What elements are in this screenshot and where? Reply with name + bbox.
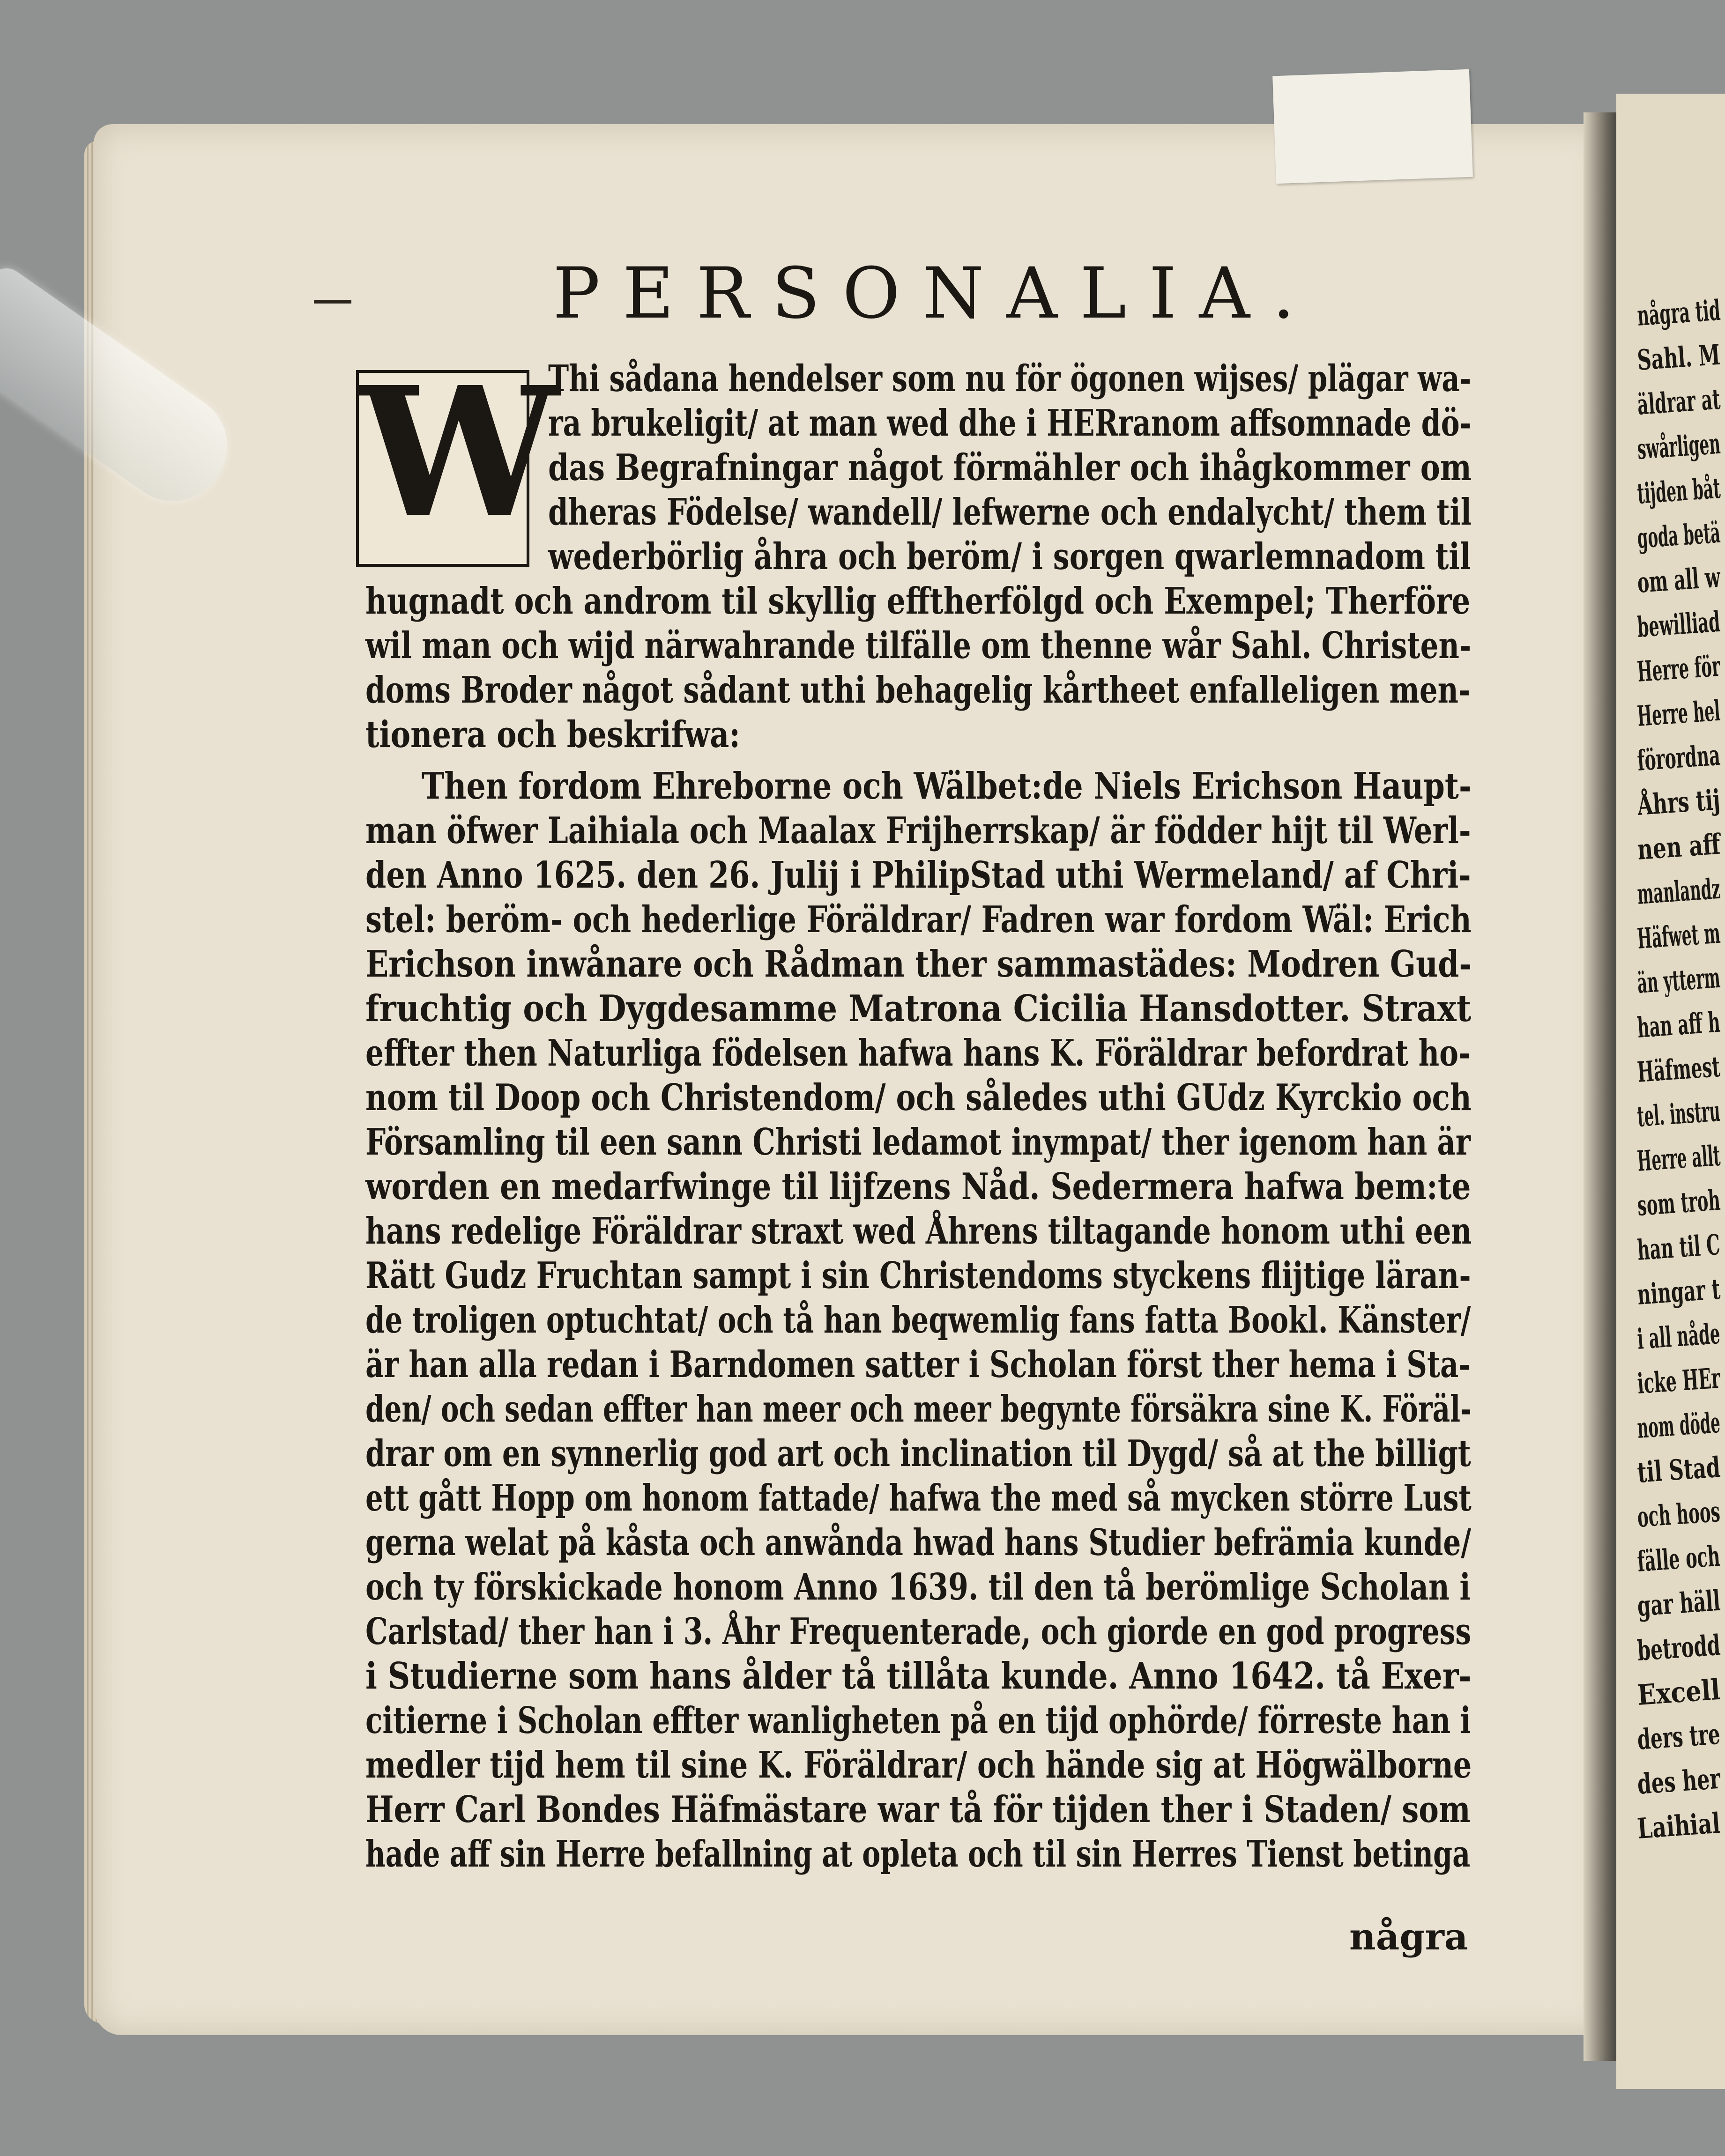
facing-page-line: äldrar at [1636,383,1722,422]
text-line: den Anno 1625. den 26. Julij i PhilipStad uthi Wermeland/ af Chri- [365,854,1471,896]
facing-page-line: han aff h [1636,1006,1721,1045]
title-dash [314,300,351,304]
facing-page-line: til Stad [1636,1451,1722,1489]
text-line: de troligen optuchtat/ och tå han beqwemlig fans fatta Bookl. Känster/ [365,1299,1471,1341]
text-line: wederbörlig åhra och beröm/ i sorgen qwarlemnadom til [548,535,1471,578]
facing-page-line: bewilliad [1636,605,1721,644]
catchword: några [1349,1916,1468,1958]
text-line: är han alla redan i Barndomen satter i Scholan först ther hema i Sta- [365,1343,1471,1386]
text-line: wil man och wijd närwahrande tilfälle om thenne wår Sahl. Christen- [365,624,1472,667]
text-line: i Studierne som hans ålder tå tillåta kunde. Anno 1642. tå Exer- [365,1655,1472,1697]
text-line: dheras Födelse/ wandell/ lefwerne och endalycht/ them til [548,491,1472,533]
text-line: Herr Carl Bondes Häfmästare war tå för tijden ther i Staden/ som [365,1788,1471,1831]
facing-page-line: han til C [1636,1228,1721,1267]
text-line: Församling til een sann Christi ledamot inympat/ ther igenom han är [365,1121,1471,1163]
text-line: hade aff sin Herre befallning at opleta och til sin Herres Tienst betinga [365,1833,1471,1875]
text-line: fruchtig och Dygdesamme Matrona Cicilia Hansdotter. Straxt [365,987,1472,1030]
facing-page-line: Laihial [1636,1807,1721,1845]
facing-page-line: Herre allt [1636,1139,1722,1178]
text-line: Then fordom Ehreborne och Wälbet:de Niels Erichson Haupt- [422,765,1472,808]
book-gutter [1584,112,1616,2061]
page-title: PERSONALIA. [553,253,1317,334]
facing-page-line: Åhrs tij [1636,783,1721,822]
facing-page-line: och hoos [1636,1495,1721,1534]
facing-page-line: Herre hel [1636,694,1721,733]
facing-page-line: om all w [1636,561,1722,600]
facing-page-line: betrodd [1636,1629,1722,1667]
facing-page-line: ders tre [1636,1718,1721,1756]
paper-bookmark-tab [1272,69,1473,184]
text-line: hugnadt och androm til skyllig efftherfölgd och Exempel; Therföre [365,580,1471,622]
facing-page-line: nen aff [1636,828,1722,867]
text-line: medler tijd hem til sine K. Föräldrar/ och hände sig at Högwälborne [365,1744,1472,1786]
text-line: citierne i Scholan effter wanligheten på en tijd ophörde/ förreste han i [365,1699,1471,1742]
text-line: doms Broder något sådant uthi behagelig kårtheet enfalleligen men- [365,669,1471,711]
text-line: den/ och sedan effter han meer och meer begynte försäkra sine K. Föräl- [365,1388,1472,1430]
text-line: stel: beröm- och hederlige Föräldrar/ Fadren war fordom Wäl: Erich [365,898,1472,941]
text-line: Carlstad/ ther han i 3. Åhr Frequenterade, och giorde en god progress [365,1610,1472,1653]
text-line: tionera och beskrifwa: [365,713,740,756]
facing-page-line: gar häll [1636,1584,1722,1623]
facing-page-line: Herre för [1636,650,1721,689]
facing-page-line: Excell [1636,1673,1721,1712]
text-line: Rätt Gudz Fruchtan sampt i sin Christendoms styckens flijtige läran- [365,1254,1471,1297]
text-line: Erichson inwånare och Rådman ther sammastädes: Modren Gud- [365,943,1472,985]
facing-page-line: Häfwet m [1636,917,1722,956]
facing-page-line: tijden båt [1636,472,1722,511]
facing-page-line: goda betä [1636,516,1722,555]
facing-page-line: tel. instru [1636,1095,1721,1134]
text-line: ra brukeligit/ at man wed dhe i HERranom affsomnade dö- [548,402,1472,445]
facing-page-line: som troh [1636,1184,1722,1222]
text-line: worden en medarfwinge til lijfzens Nåd. Sedermera hafwa bem:te [365,1165,1471,1208]
text-line: man öfwer Laihiala och Maalax Frijherrskap/ är födder hijt til Werl- [365,809,1471,852]
text-line: hans redelige Föräldrar straxt wed Åhrens tiltagande honom uthi een [365,1210,1472,1252]
facing-page-line: Sahl. M [1636,338,1721,377]
facing-page-line: swårligen [1636,427,1722,466]
text-line: nom til Doop och Christendom/ och således uthi GUdz Kyrckio och [365,1076,1472,1119]
text-line: das Begrafningar något förmähler och ihågkommer om [548,446,1472,489]
facing-page-line: icke HEr [1636,1362,1721,1400]
text-line: gerna welat på kåsta och anwånda hwad hans Studier befrämia kunde/ [365,1521,1472,1564]
text-line: och ty förskickade honom Anno 1639. til den tå berömlige Scholan i [365,1566,1471,1608]
facing-page-line: des her [1636,1762,1722,1801]
text-line: effter then Naturliga födelsen hafwa hans K. Föräldrar befordrat ho- [365,1032,1471,1074]
facing-page-line: förordna [1636,739,1721,778]
facing-page-line: i all nåde [1636,1317,1721,1356]
facing-page-line: än ytterm [1636,961,1721,1000]
text-line: drar om en synnerlig god art och inclination til Dygd/ så at the billigt [365,1432,1471,1475]
facing-page-line: manlandz [1636,872,1722,911]
facing-page-line: ningar t [1636,1273,1722,1311]
facing-page-line: nom döde [1636,1406,1721,1445]
text-line: Thi sådana hendelser som nu för ögonen wijses/ plägar wa- [548,357,1472,400]
text-line: ett gått Hopp om honom fattade/ hafwa the med så mycken större Lust [365,1477,1472,1519]
facing-page-line: fälle och [1636,1540,1721,1578]
facing-page-line: Häfmest [1636,1050,1721,1089]
facing-page-line: några tid [1636,294,1722,333]
decorated-initial [356,348,559,567]
initial-letter: W [359,348,559,557]
